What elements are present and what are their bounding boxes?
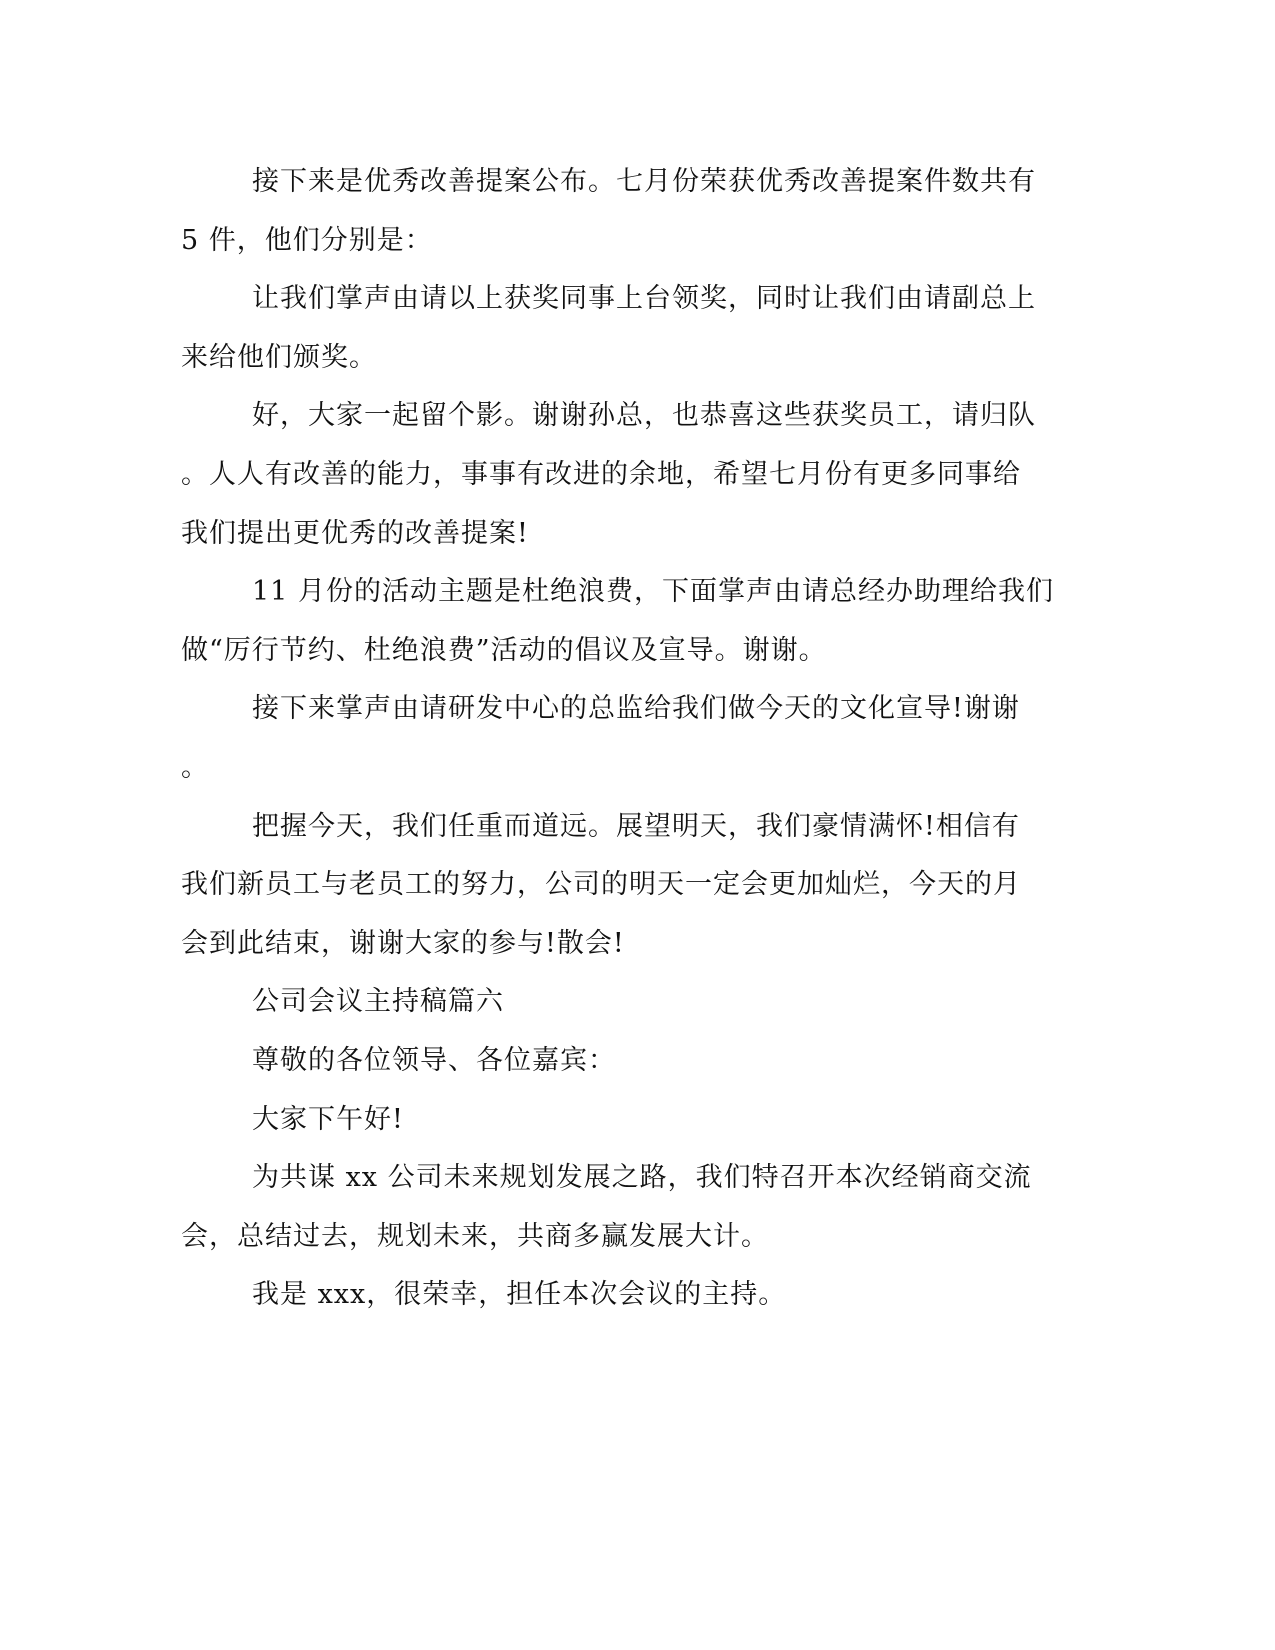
text-line: 让我们掌声由请以上获奖同事上台领奖，同时让我们由请副总上 (252, 283, 1036, 314)
text-line: 会到此结束，谢谢大家的参与!散会! (181, 928, 625, 959)
text-line: 11 月份的活动主题是杜绝浪费，下面掌声由请总经办助理给我们 (252, 576, 1054, 607)
text-line: 好，大家一起留个影。谢谢孙总，也恭喜这些获奖员工，请归队 (252, 400, 1036, 431)
text-line: 大家下午好! (252, 1104, 404, 1135)
text-line: 我们提出更优秀的改善提案! (181, 518, 529, 549)
text-line: 为共谋 xx 公司未来规划发展之路，我们特召开本次经销商交流 (252, 1162, 1032, 1193)
text-line: 把握今天，我们任重而道远。展望明天，我们豪情满怀!相信有 (252, 811, 1020, 842)
text-line: 接下来掌声由请研发中心的总监给我们做今天的文化宣导!谢谢 (252, 693, 1020, 724)
text-line: 做“厉行节约、杜绝浪费”活动的倡议及宣导。谢谢。 (181, 635, 827, 666)
text-line: 5 件，他们分别是： (181, 225, 433, 256)
text-line: 会，总结过去，规划未来，共商多赢发展大计。 (181, 1221, 769, 1252)
text-line: 我是 xxx，很荣幸，担任本次会议的主持。 (252, 1279, 787, 1310)
section-heading: 公司会议主持稿篇六 (252, 986, 504, 1017)
text-line: 我们新员工与老员工的努力，公司的明天一定会更加灿烂，今天的月 (181, 869, 1021, 900)
text-line: 。 (181, 752, 209, 783)
text-line: 。人人有改善的能力，事事有改进的余地，希望七月份有更多同事给 (181, 459, 1021, 490)
text-line: 尊敬的各位领导、各位嘉宾： (252, 1045, 616, 1076)
text-line: 接下来是优秀改善提案公布。七月份荣获优秀改善提案件数共有 (252, 166, 1036, 197)
text-line: 来给他们颁奖。 (181, 342, 377, 373)
